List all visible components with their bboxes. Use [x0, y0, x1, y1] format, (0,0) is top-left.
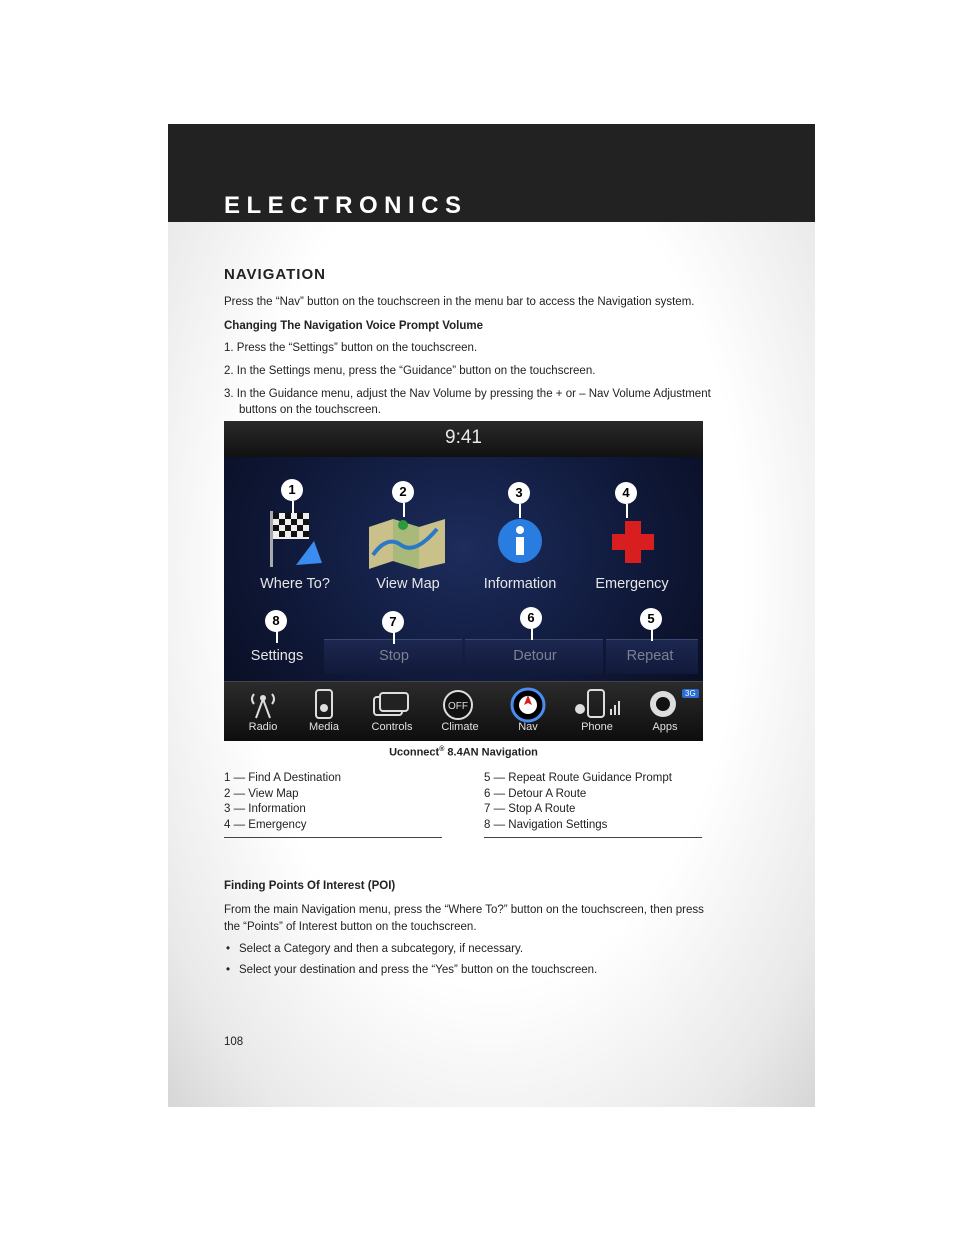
legend-item: 5 — Repeat Route Guidance Prompt	[484, 772, 672, 784]
subheading: Changing The Navigation Voice Prompt Volume	[224, 320, 483, 332]
radio-tower-icon	[250, 691, 276, 719]
step-3: 3. In the Guidance menu, adjust the Nav Volume by pressing the + or – Nav Volume Adjustment	[224, 388, 711, 400]
bullet-dot: •	[226, 964, 231, 976]
page-number: 108	[224, 1036, 244, 1048]
apps-icon	[648, 687, 678, 719]
caption-suffix: 8.4AN Navigation	[444, 746, 538, 759]
tile-where-to-label: Where To?	[260, 576, 330, 592]
callout-3: 3	[508, 482, 530, 504]
legend-right	[484, 771, 672, 834]
nav-screen-image	[224, 421, 703, 741]
bottom-controls-label: Controls	[371, 721, 413, 733]
poi-paragraph-line2: the “Points” of Interest button on the touchscreen.	[224, 921, 477, 933]
poi-bullet-2: Select your destination and press the “Yes” button on the touchscreen.	[239, 964, 598, 976]
legend-item: 8 — Navigation Settings	[484, 819, 608, 832]
phone-bluetooth-icon	[574, 689, 634, 719]
climate-off-icon	[442, 689, 474, 721]
section-header	[168, 124, 815, 222]
legend-right-rule	[484, 837, 702, 838]
pin	[276, 631, 278, 643]
stop-label: Stop	[379, 648, 409, 664]
media-player-icon	[314, 689, 334, 719]
poi-heading: Finding Points Of Interest (POI)	[224, 880, 396, 892]
emergency-cross-icon	[608, 517, 658, 567]
detour-label: Detour	[513, 648, 557, 664]
pin	[626, 504, 628, 518]
map-icon	[367, 515, 447, 569]
legend-left	[224, 771, 341, 834]
header-title: ELECTRONICS	[224, 192, 468, 219]
caption-registered: ®	[439, 746, 445, 753]
legend-item: 6 — Detour A Route	[484, 787, 587, 800]
callout-4: 4	[615, 482, 637, 504]
section-heading: NAVIGATION	[224, 266, 326, 283]
nav-compass-icon	[510, 687, 546, 723]
callout-6: 6	[520, 607, 542, 629]
screen-clock: 9:41	[445, 427, 482, 448]
legend-item: 7 — Stop A Route	[484, 803, 576, 816]
poi-bullet-1: Select a Category and then a subcategory, if necessary.	[239, 943, 524, 955]
bottom-media-label: Media	[309, 721, 339, 733]
checkered-flag-icon	[266, 507, 326, 569]
info-icon	[496, 517, 544, 565]
bottom-apps-label: Apps	[652, 721, 678, 733]
tile-view-map-label: View Map	[376, 576, 440, 592]
apps-3g-badge: 3G	[682, 689, 699, 698]
bottom-nav-label: Nav	[518, 721, 538, 733]
poi-paragraph-line1: From the main Navigation menu, press the “Where To?” button on the touchscreen, then press	[224, 904, 704, 916]
callout-1: 1	[281, 479, 303, 501]
bottom-climate-label: Climate	[441, 721, 479, 733]
step-2: 2. In the Settings menu, press the “Guidance” button on the touchscreen.	[224, 365, 596, 377]
tile-emergency-label: Emergency	[595, 576, 669, 592]
pin	[531, 628, 533, 640]
legend-item: 4 — Emergency	[224, 819, 307, 832]
callout-2: 2	[392, 481, 414, 503]
step-3-cont: buttons on the touchscreen.	[239, 404, 381, 416]
legend-item: 3 — Information	[224, 803, 306, 816]
repeat-label: Repeat	[626, 648, 674, 664]
callout-8: 8	[265, 610, 287, 632]
bullet-dot: •	[226, 943, 231, 955]
pin	[393, 632, 395, 644]
legend-item: 1 — Find A Destination	[224, 772, 341, 784]
pin	[519, 504, 521, 518]
climate-off-text: OFF	[448, 701, 468, 712]
callout-7: 7	[382, 611, 404, 633]
caption-prefix: Uconnect	[389, 746, 440, 759]
tile-information-label: Information	[483, 576, 557, 592]
step-1: 1. Press the “Settings” button on the touchscreen.	[224, 342, 478, 354]
legend-item: 2 — View Map	[224, 787, 299, 800]
legend-left-rule	[224, 837, 442, 838]
callout-5: 5	[640, 608, 662, 630]
bottom-phone-label: Phone	[581, 721, 613, 733]
pin	[651, 629, 653, 641]
bottom-radio-label: Radio	[248, 721, 278, 733]
figure-caption	[224, 746, 703, 759]
settings-label: Settings	[250, 648, 304, 664]
seat-controls-icon	[372, 691, 412, 717]
manual-page	[168, 124, 815, 1107]
intro-text: Press the “Nav” button on the touchscreen in the menu bar to access the Navigation system.	[224, 296, 695, 308]
